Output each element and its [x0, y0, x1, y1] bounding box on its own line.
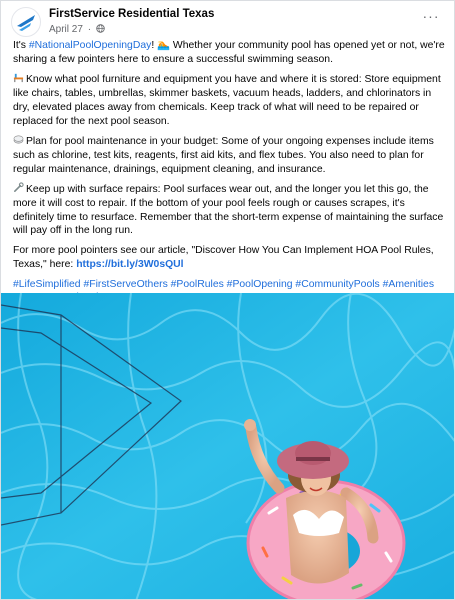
article-link[interactable]: https://bit.ly/3W0sQUl — [76, 258, 184, 270]
page-avatar[interactable] — [11, 7, 41, 37]
post-intro — [13, 39, 445, 66]
intro-suffix: ! 🏊 Whether your community pool has opened yet or not, we're sharing a few pointers here to ensure a successful swimming season. — [13, 40, 445, 65]
post-photo[interactable] — [1, 293, 455, 600]
page-name[interactable]: FirstService Residential Texas — [49, 8, 215, 20]
coin-icon — [13, 134, 24, 145]
meta-separator: · — [87, 24, 92, 35]
wrench-icon — [13, 182, 24, 193]
tip-furniture-text: Know what pool furniture and equipment you have and where it is stored: Store equipment like chairs, tables, umbrellas, skimmer baskets, vacuum heads, ladders, and chlorinators in dry, elevated places away from chemicals. Keep track of what will need to be repaired or replaced for the next pool season. — [13, 74, 441, 127]
tip-repairs-text: Keep up with surface repairs: Pool surfaces wear out, and the longer you let this go, the more it will cost to repair. If the bottom of your pool feels rough or causes scrapes, it's definitely time to resurface. Remember that the short-term expense of maintaining the surface will pay off in the long run. — [13, 184, 444, 237]
tip-budget — [13, 134, 445, 176]
pool-chair-icon — [13, 72, 24, 83]
pool-photo-illustration — [1, 293, 455, 600]
post-date[interactable]: April 27 — [49, 24, 83, 35]
tip-budget-text: Plan for pool maintenance in your budget: Some of your ongoing expenses include items such as chlorine, test kits, reagents, first aid kits, and flex tubes. You also need to plan for regular maintenance, drainings, equipment cleaning, and insurance. — [13, 136, 434, 175]
post-body — [13, 39, 445, 311]
tip-furniture — [13, 72, 445, 128]
hashtags-line-1[interactable]: #LifeSimplified #FirstServeOthers #PoolRules #PoolOpening #CommunityPools #Amenities — [13, 278, 435, 290]
intro-prefix: It's — [13, 40, 29, 51]
hashtag-national-pool-opening-day[interactable]: #NationalPoolOpeningDay — [28, 40, 152, 51]
post-header — [11, 7, 446, 41]
more-options-button[interactable]: ··· — [422, 8, 440, 24]
outro-text: For more pool pointers see our article, "Discover How You Can Implement HOA Pool Rules, Texas," here: — [13, 245, 434, 270]
post-outro — [13, 244, 445, 271]
post-meta — [49, 24, 105, 35]
globe-icon[interactable] — [96, 24, 105, 33]
tip-repairs — [13, 182, 445, 238]
firstservice-logo-icon — [15, 12, 39, 34]
